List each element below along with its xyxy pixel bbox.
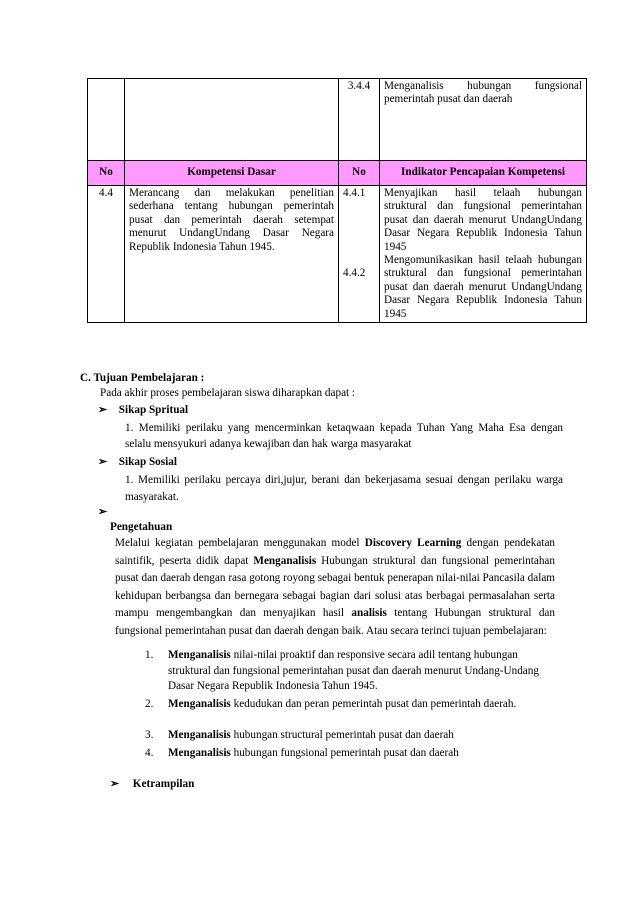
pengetahuan-paragraph	[115, 535, 555, 640]
list-item	[145, 697, 545, 713]
list-num: 1.	[145, 649, 154, 661]
pengetahuan-heading: Pengetahuan	[110, 521, 173, 533]
list-verb: Menganalisis	[168, 649, 231, 661]
row-indicator-numbers	[339, 186, 380, 323]
pengetahuan-text-3: Hubungan struktural dan fungsional pemerintahan pusat dan daerah dengan rasa gotong royong sebagai bentuk penerapan nilai-nilai Pancasila dalam kehidupan berbangsa dan bernegara sebagai bagian dari solusi atas berbagai permasalahan serta mampu mengembangkan dan menyajikan hasil	[115, 554, 555, 619]
top-no-cell: 3.4.4	[339, 79, 380, 161]
list-text: hubungan structural pemerintah pusat dan daerah	[230, 729, 454, 741]
list-verb: Menganalisis	[168, 747, 231, 759]
cell-empty-2	[125, 79, 339, 161]
cell-empty-1	[88, 79, 125, 161]
pengetahuan-text-1: Melalui kegiatan pembelajaran menggunakan model	[115, 537, 365, 549]
list-verb: Menganalisis	[168, 729, 231, 741]
header-kd: Kompetensi Dasar	[125, 161, 339, 186]
list-num: 4.	[145, 747, 154, 759]
table-row-top	[88, 79, 587, 161]
indicator-no-1: 4.4.1	[343, 187, 366, 199]
row-no: 4.4	[88, 186, 125, 323]
list-text: kedudukan dan peran pemerintah pusat dan pemerintah daerah.	[230, 698, 517, 710]
list-text: hubungan fungsional pemerintah pusat dan daerah	[230, 747, 459, 759]
indicator-no-2: 4.4.2	[343, 267, 366, 280]
table-row	[88, 186, 587, 323]
indicator-text-1: Menyajikan hasil telaah hubungan struktural dan fungsional pemerintahan pusat dan daerah menurut UndangUndang Dasar Negara Republik Indonesia Tahun 1945	[384, 187, 582, 253]
spiritual-heading: Sikap Spritual	[118, 404, 189, 416]
top-indicator-cell: Menganalisis hubungan fungsional pemerintah pusat dan daerah	[380, 79, 587, 161]
model-name: Discovery Learning	[364, 537, 462, 549]
list-item	[145, 746, 545, 760]
pengetahuan-text-2: dengan pendekatan saintifik, peserta didik dapat	[115, 537, 556, 567]
sosial-heading-row	[98, 455, 177, 469]
pengetahuan-bullet	[98, 505, 112, 519]
pengetahuan-text-4: tentang Hubungan struktural dan fungsional pemerintahan pusat dan daerah dengan baik. Atau secara terinci tujuan pembelajaran:	[115, 607, 555, 637]
header-no2: No	[339, 161, 380, 186]
list-item	[145, 728, 545, 742]
arrow-bullet-icon: ➢	[98, 456, 108, 468]
ketrampilan-heading: Ketrampilan	[132, 778, 195, 790]
arrow-bullet-icon: ➢	[110, 778, 120, 790]
ketrampilan-heading-row	[110, 777, 194, 791]
header-ipk: Indikator Pencapaian Kompetensi	[380, 161, 587, 186]
arrow-bullet-icon: ➢	[98, 506, 108, 518]
list-item	[145, 648, 545, 695]
list-num: 2.	[145, 698, 154, 710]
spiritual-heading-row	[98, 403, 188, 417]
header-no: No	[88, 161, 125, 186]
section-intro: Pada akhir proses pembelajaran siswa diharapkan dapat :	[100, 387, 356, 399]
indicator-text-2: Mengomunikasikan hasil telaah hubungan struktural dan fungsional pemerintahan pusat dan daerah menurut UndangUndang Dasar Negara Republik Indonesia Tahun 1945	[384, 254, 582, 320]
row-indicators	[380, 186, 587, 323]
section-title: C. Tujuan Pembelajaran :	[80, 372, 205, 384]
sosial-heading: Sikap Sosial	[118, 456, 177, 468]
list-verb: Menganalisis	[168, 698, 231, 710]
arrow-bullet-icon: ➢	[98, 404, 108, 416]
sosial-text: 1. Memiliki perilaku percaya diri,jujur, berani dan bekerjasama sesuai dengan perilaku warga masyarakat.	[125, 474, 563, 503]
competency-table	[87, 78, 587, 323]
verb-bold: Menganalisis	[253, 554, 317, 567]
list-num: 3.	[145, 729, 154, 741]
analisis-bold: analisis	[351, 607, 387, 619]
list-text: nilai-nilai proaktif dan responsive secara adil tentang hubungan struktural dan fungsional pemerintahan pusat dan daerah menurut Undang-Undang Dasar Negara Republik Indonesia Tahun 1945.	[168, 649, 539, 692]
row-kd: Merancang dan melakukan penelitian sederhana tentang hubungan pemerintah pusat dan pemerintah daerah setempat menurut UndangUndang Dasar Negara Republik Indonesia Tahun 1945.	[125, 186, 339, 323]
spiritual-text: 1. Memiliki perilaku yang mencerminkan ketaqwaan kepada Tuhan Yang Maha Esa dengan selalu mensyukuri adanya kewajiban dan hak warga masyarakat	[125, 422, 563, 450]
table-header	[88, 161, 587, 186]
